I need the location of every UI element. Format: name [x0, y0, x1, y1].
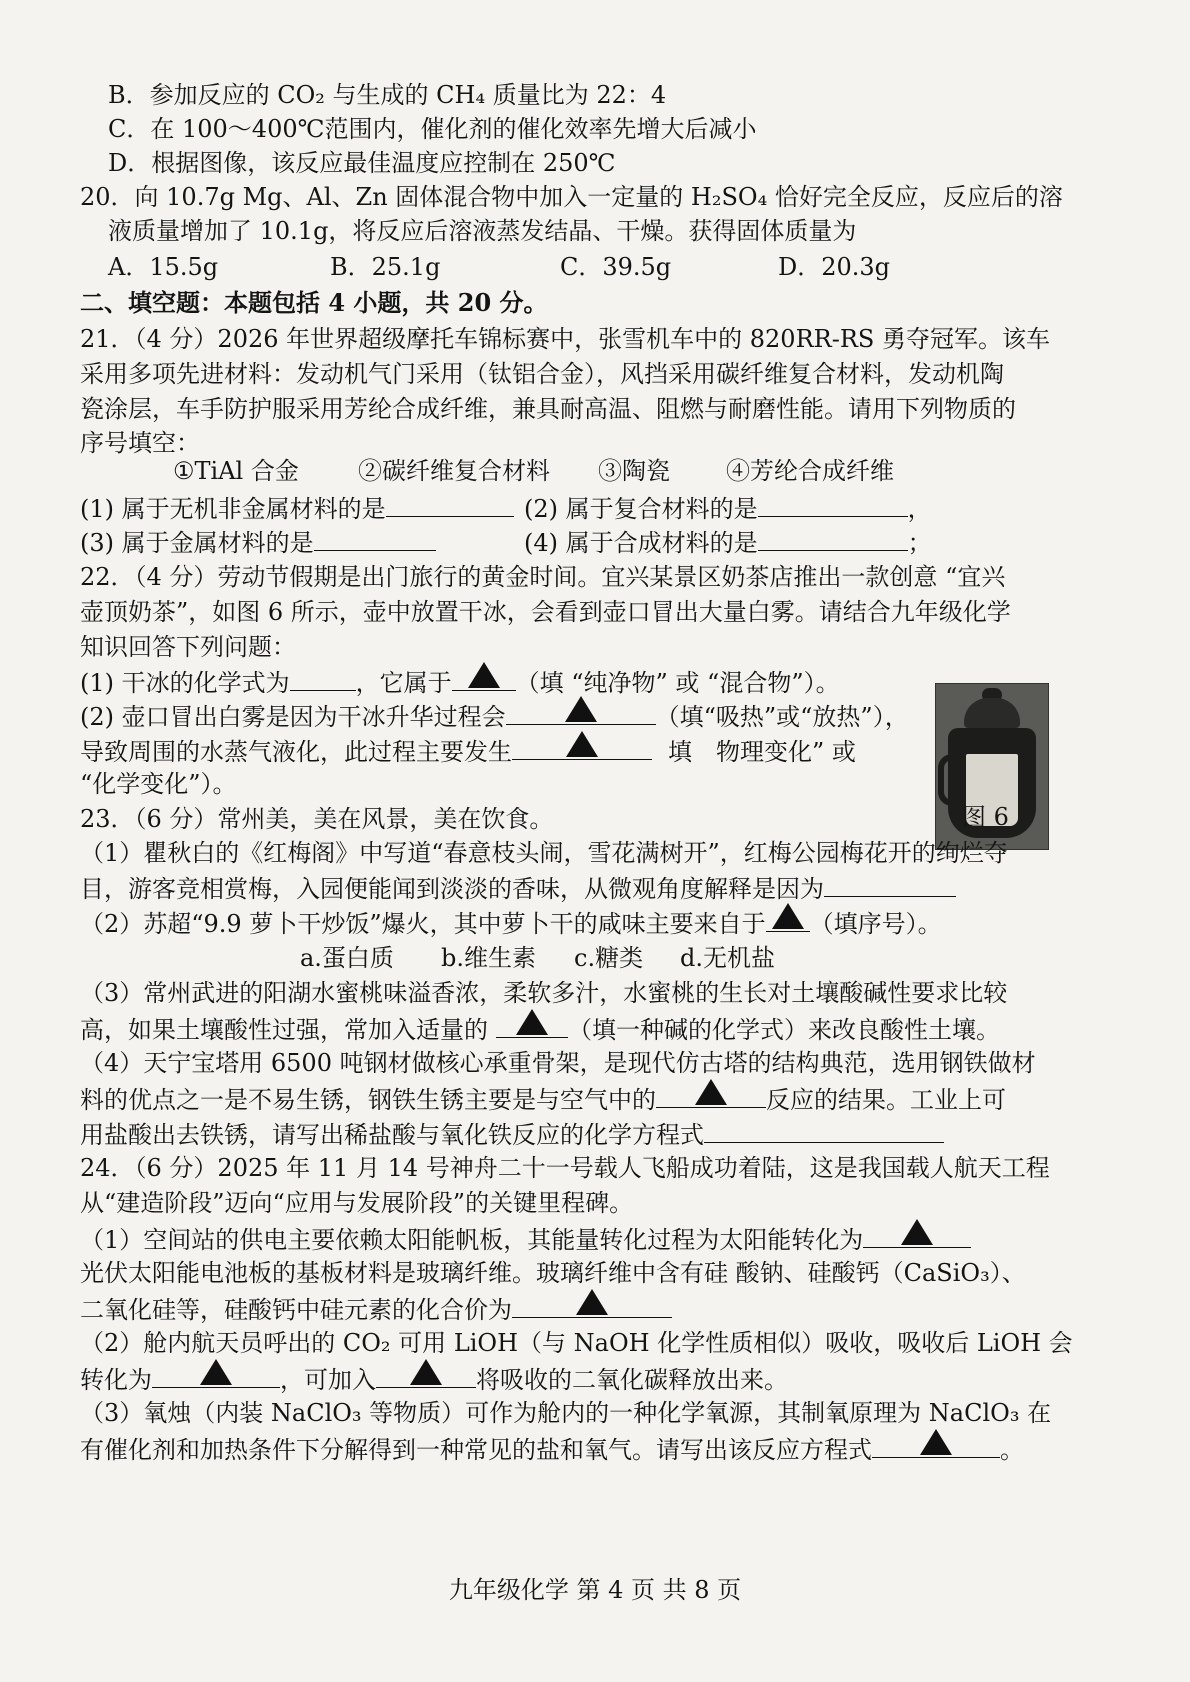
q21-part3-blank[interactable]	[314, 524, 436, 551]
q23-choice-b: b.维生素	[441, 944, 536, 972]
q21-stem-line2: 采用多项先进材料：发动机气门采用（钛铝合金），风挡采用碳纤维复合材料，发动机陶	[80, 360, 1004, 388]
q22-stem-line1: 22．（4 分）劳动节假期是出门旅行的黄金时间。宜兴某景区奶茶店推出一款创意 “宜兴	[80, 563, 1006, 591]
q23-part2-text: （2）苏超“9.9 萝卜干炒饭”爆火，其中萝卜干的咸味主要来自于	[80, 910, 766, 938]
q24-part2-text-a: 转化为	[80, 1366, 152, 1394]
q21-material-3: ③陶瓷	[598, 457, 670, 485]
q23-part3-line1: （3）常州武进的阳湖水蜜桃味溢香浓，柔软多汁，水蜜桃的生长对土壤酸碱性要求比较	[80, 979, 1008, 1007]
answer-triangle-icon	[565, 696, 597, 722]
q24-part3-blank[interactable]	[872, 1431, 1000, 1458]
q24-part2-line2	[80, 1361, 788, 1397]
q21-stem-line3: 瓷涂层，车手防护服采用芳纶合成纤维，兼具耐高温、阻燃与耐磨性能。请用下列物质的	[80, 395, 1016, 423]
q20-option-b: B．25.1g	[330, 253, 441, 281]
answer-triangle-icon	[468, 662, 500, 688]
figure-6-label: 图 6	[962, 803, 1009, 831]
q24-part1-blank2[interactable]	[512, 1291, 672, 1318]
q23-part4-line3	[80, 1116, 944, 1152]
q23-part1-line1: （1）瞿秋白的《红梅阁》中写道“春意枝头闹，雪花满树开”，红梅公园梅花开的绚烂夺	[80, 839, 1008, 867]
q22-part1-text-c: （填 “纯净物” 或 “混合物”）。	[515, 669, 840, 697]
q20-option-c: C．39.5g	[560, 253, 672, 281]
q23-part3-blank[interactable]	[496, 1011, 568, 1038]
q24-part1-line3	[80, 1291, 672, 1327]
q22-part1	[80, 664, 840, 700]
answer-triangle-icon	[200, 1359, 232, 1385]
q23-part1-text: 目，游客竞相赏梅，入园便能闻到淡淡的香味，从微观角度解释是因为	[80, 875, 824, 903]
q23-part4-text-b: 反应的结果。工业上可	[766, 1086, 1006, 1114]
q21-material-2: ②碳纤维复合材料	[358, 457, 550, 485]
q20-stem-line2: 液质量增加了 10.1g，将反应后溶液蒸发结晶、干燥。获得固体质量为	[108, 217, 857, 245]
q22-part3-cont: “化学变化”）。	[80, 770, 237, 798]
q21-part2-text: (2) 属于复合材料的是	[524, 495, 758, 523]
q21-part4-punct: ；	[907, 529, 932, 557]
q23-part4-text-c: 用盐酸出去铁锈，请写出稀盐酸与氧化铁反应的化学方程式	[80, 1121, 704, 1149]
q21-material-1: ①TiAl 合金	[173, 457, 299, 485]
q24-part3-text: 有催化剂和加热条件下分解得到一种常见的盐和氧气。请写出该反应方程式	[80, 1436, 872, 1464]
q23-part3-text-a: 高，如果土壤酸性过强，常加入适量的	[80, 1016, 488, 1044]
q21-part2	[524, 490, 932, 526]
q22-stem-line3: 知识回答下列问题：	[80, 633, 296, 661]
q24-part3-line1: （3）氧烛（内装 NaClO₃ 等物质）可作为舱内的一种化学氧源，其制氧原理为 NaClO₃ 在	[80, 1399, 1052, 1427]
q24-part3-line2	[80, 1431, 1024, 1467]
answer-triangle-icon	[695, 1079, 727, 1105]
answer-triangle-icon	[566, 731, 598, 757]
page-footer: 九年级化学 第 4 页 共 8 页	[448, 1576, 742, 1604]
q22-part1-blank1[interactable]	[290, 664, 356, 691]
q21-stem-line4: 序号填空：	[80, 429, 200, 457]
q23-part2	[80, 905, 942, 941]
q21-part3-text: (3) 属于金属材料的是	[80, 529, 314, 557]
answer-triangle-icon	[516, 1009, 548, 1035]
q22-part1-text-b: ，它属于	[355, 669, 452, 697]
q23-part3-line2	[80, 1011, 1000, 1047]
q24-part1-line1	[80, 1221, 971, 1257]
q21-part4-blank[interactable]	[758, 524, 908, 551]
q23-part4-blank1[interactable]	[656, 1081, 766, 1108]
q24-stem-line1: 24．（6 分）2025 年 11 月 14 号神舟二十一号载人飞船成功着陆，这是我国载人航天工程	[80, 1154, 1050, 1182]
q22-part3-blank[interactable]	[512, 733, 652, 760]
q23-choice-a: a.蛋白质	[300, 944, 394, 972]
q23-part4-line2	[80, 1081, 1006, 1117]
answer-triangle-icon	[920, 1429, 952, 1455]
q23-part2-blank[interactable]	[766, 905, 810, 932]
q23-part1-line2	[80, 870, 956, 906]
q21-part1	[80, 490, 514, 526]
q22-part3	[80, 733, 856, 769]
q21-material-4: ④芳纶合成纤维	[726, 457, 894, 485]
q24-part2-blank2[interactable]	[376, 1361, 476, 1388]
q20-option-a: A．15.5g	[108, 253, 219, 281]
q24-part2-text-b: ，可加入	[280, 1366, 376, 1394]
q23-part4-blank2[interactable]	[704, 1116, 944, 1143]
answer-triangle-icon	[772, 903, 804, 929]
q22-part1-blank2[interactable]	[452, 664, 516, 691]
q23-part3-text-b: （填一种碱的化学式）来改良酸性土壤。	[568, 1016, 1000, 1044]
q21-part2-punct: ，	[907, 495, 932, 523]
q24-part1-blank1[interactable]	[863, 1221, 971, 1248]
q21-part1-blank[interactable]	[386, 490, 514, 517]
q22-part2-text-a: (2) 壶口冒出白雾是因为干冰升华过程会	[80, 703, 506, 731]
answer-triangle-icon	[901, 1219, 933, 1245]
q23-part4-line1: （4）天宁宝塔用 6500 吨钢材做核心承重骨架，是现代仿古塔的结构典范，选用钢铁做材	[80, 1049, 1036, 1077]
q22-part3-text-b: 填 物理变化” 或	[668, 738, 856, 766]
q23-part4-text-a: 料的优点之一是不易生锈，钢铁生锈主要是与空气中的	[80, 1086, 656, 1114]
q24-part2-line1: （2）舱内航天员呼出的 CO₂ 可用 LiOH（与 NaOH 化学性质相似）吸收，吸收后 LiOH 会	[80, 1329, 1073, 1357]
q22-part1-text-a: (1) 干冰的化学式为	[80, 669, 290, 697]
q21-part3	[80, 524, 436, 560]
q19-option-b: B．参加反应的 CO₂ 与生成的 CH₄ 质量比为 22：4	[108, 81, 667, 109]
q24-part2-blank1[interactable]	[152, 1361, 280, 1388]
q22-part2	[80, 698, 909, 734]
answer-triangle-icon	[576, 1289, 608, 1315]
q21-part4	[524, 524, 932, 560]
q22-part2-text-b: （填“吸热”或“放热”），	[655, 703, 909, 731]
q22-part2-blank[interactable]	[506, 698, 656, 725]
section-title: 二、填空题：本题包括 4 小题，共 20 分。	[80, 288, 548, 317]
q24-stem-line2: 从“建造阶段”迈向“应用与发展阶段”的关键里程碑。	[80, 1189, 634, 1217]
q19-option-d: D．根据图像，该反应最佳温度应控制在 250℃	[108, 149, 616, 177]
q23-choice-c: c.糖类	[574, 944, 644, 972]
q21-stem-line1: 21．（4 分）2026 年世界超级摩托车锦标赛中，张雪机车中的 820RR-RS 勇夺冠军。该车	[80, 325, 1050, 353]
answer-triangle-icon	[410, 1359, 442, 1385]
q19-option-c: C．在 100～400℃范围内，催化剂的催化效率先增大后减小	[108, 115, 757, 143]
q23-stem: 23．（6 分）常州美，美在风景，美在饮食。	[80, 805, 554, 833]
q22-stem-line2: 壶顶奶茶”，如图 6 所示，壶中放置干冰，会看到壶口冒出大量白雾。请结合九年级化学	[80, 598, 1011, 626]
q20-stem-line1: 20．向 10.7g Mg、Al、Zn 固体混合物中加入一定量的 H₂SO₄ 恰好完全反应，反应后的溶	[80, 183, 1063, 211]
q22-part3-text-a: 导致周围的水蒸气液化，此过程主要发生	[80, 738, 512, 766]
q24-part3-punct: 。	[1000, 1436, 1024, 1464]
q23-part2-suffix: （填序号）。	[809, 910, 942, 938]
q23-part1-blank[interactable]	[824, 870, 956, 897]
q23-choice-d: d.无机盐	[680, 944, 775, 972]
q21-part2-blank[interactable]	[758, 490, 908, 517]
q20-option-d: D．20.3g	[778, 253, 891, 281]
q24-part2-text-c: 将吸收的二氧化碳释放出来。	[476, 1366, 788, 1394]
q24-part1-line2: 光伏太阳能电池板的基板材料是玻璃纤维。玻璃纤维中含有硅 酸钠、硅酸钙（CaSiO₃）、	[80, 1259, 1026, 1287]
q24-part1-text-a: （1）空间站的供电主要依赖太阳能帆板，其能量转化过程为太阳能转化为	[80, 1226, 864, 1254]
q24-part1-text-c: 二氧化硅等，硅酸钙中硅元素的化合价为	[80, 1296, 512, 1324]
q21-part1-text: (1) 属于无机非金属材料的是	[80, 495, 386, 523]
q21-part4-text: (4) 属于合成材料的是	[524, 529, 758, 557]
